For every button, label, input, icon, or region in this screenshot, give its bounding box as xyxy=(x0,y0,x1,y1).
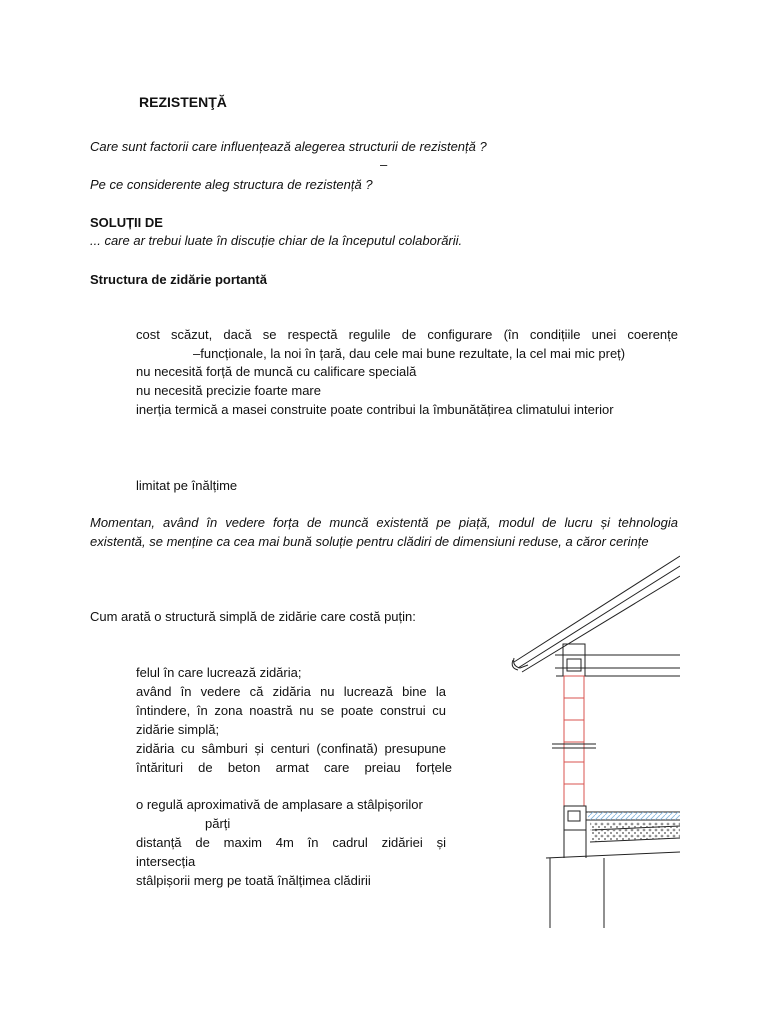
masonry-wall-section-sketch xyxy=(508,548,680,934)
solutions-heading: SOLUȚII DE xyxy=(90,215,163,230)
page-title: REZISTENŢĂ xyxy=(139,94,227,110)
structure-item: felul în care lucrează zidăria; xyxy=(136,665,302,680)
rule-item: o regulă aproximativă de amplasare a stâlpișorilor xyxy=(136,797,423,812)
advantage-line: nu necesită forță de muncă cu calificare specială xyxy=(136,364,417,379)
question-considerations: Pe ce considerente aleg structura de rezistență ? xyxy=(90,177,373,192)
rule-item: stâlpișorii merg pe toată înălțimea clădirii xyxy=(136,873,371,888)
advantage-line: cost scăzut, dacă se respectă regulile de configurare (în condițiile unei coerențe xyxy=(136,327,678,342)
solutions-subtitle: ... care ar trebui luate în discuție chiar de la începutul colaborării. xyxy=(90,233,463,248)
structure-item: având în vedere că zidăria nu lucrează bine la xyxy=(136,684,446,699)
conclusion-line: Momentan, având în vedere forța de muncă existentă pe piață, modul de lucru și tehnologia xyxy=(90,515,678,530)
simple-structure-heading: Cum arată o structură simplă de zidărie care costă puțin: xyxy=(90,609,416,624)
conclusion-line: existentă, se menține ca cea mai bună soluție pentru clădiri de dimensiuni reduse, a căror cerințe xyxy=(90,534,649,549)
rule-item: intersecția xyxy=(136,854,196,869)
rule-item: părți xyxy=(205,816,231,831)
masonry-heading: Structura de zidărie portantă xyxy=(90,272,267,287)
structure-item: întărituri de beton armat care preiau forțele xyxy=(136,760,452,775)
rule-item: distanță de maxim 4m în cadrul zidăriei și xyxy=(136,835,446,850)
advantage-line: nu necesită precizie foarte mare xyxy=(136,383,321,398)
advantage-line: –funcționale, la noi în țară, dau cele mai bune rezultate, la cel mai mic preț) xyxy=(193,346,626,361)
advantage-line: inerția termică a masei construite poate contribui la îmbunătățirea climatului interior xyxy=(136,402,614,417)
dash-separator: – xyxy=(380,157,388,172)
structure-item: zidăria cu sâmburi și centuri (confinată) presupune xyxy=(136,741,446,756)
structure-item: întindere, în zona noastră nu se poate construi cu xyxy=(136,703,446,718)
question-factors: Care sunt factorii care influențează alegerea structurii de rezistență ? xyxy=(90,139,487,154)
disadvantage-line: limitat pe înălțime xyxy=(136,478,238,493)
structure-item: zidărie simplă; xyxy=(136,722,220,737)
